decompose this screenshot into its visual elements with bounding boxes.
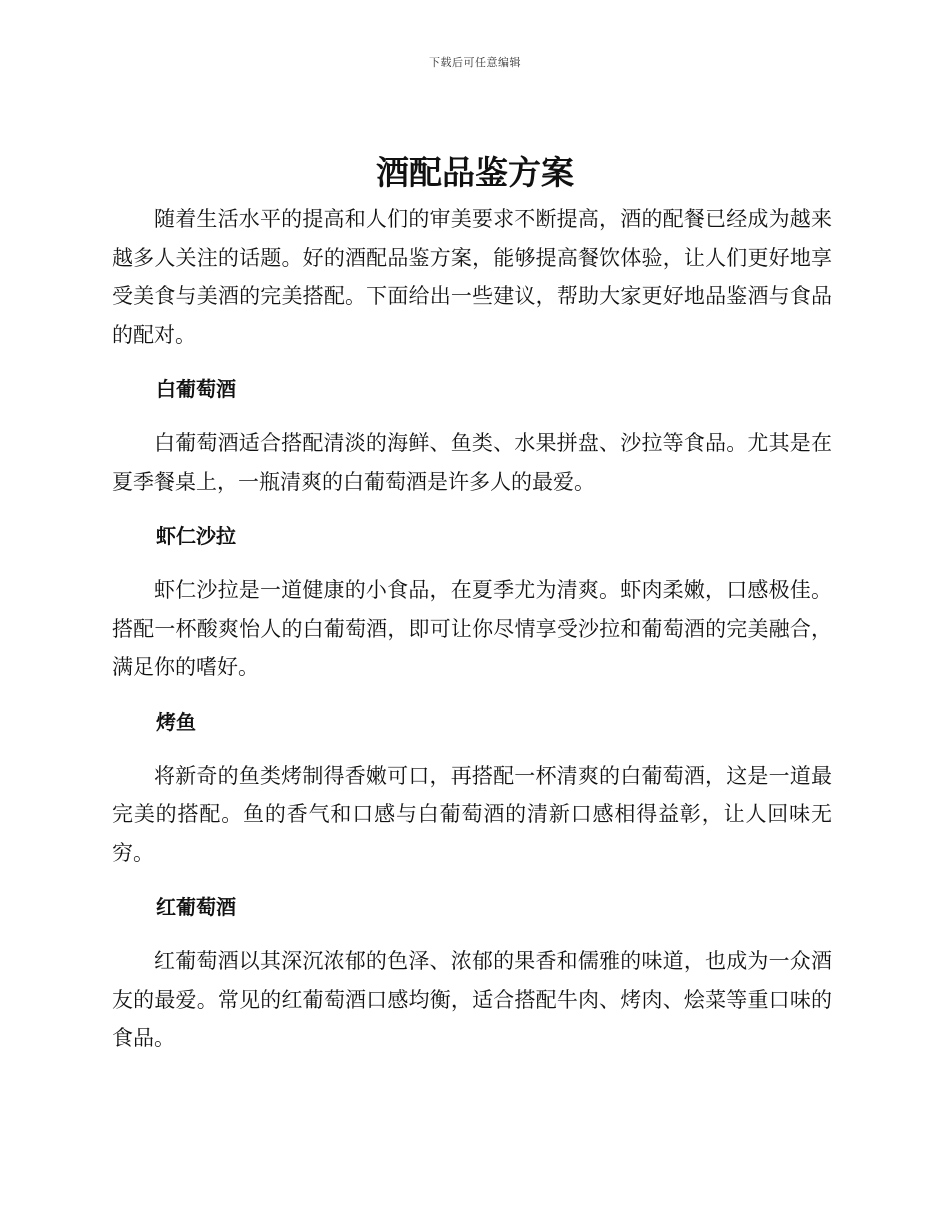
section-heading-red-wine: 红葡萄酒	[156, 895, 236, 919]
intro-paragraph: 随着生活水平的提高和人们的审美要求不断提高，酒的配餐已经成为越来越多人关注的话题。好的酒配品鉴方案，能够提高餐饮体验，让人们更好地享受美食与美酒的完美搭配。下面给出一些建议，帮助大家更好地品鉴酒与食品的配对。	[112, 207, 832, 347]
section-text-grilled-fish: 将新奇的鱼类烤制得香嫩可口，再搭配一杯清爽的白葡萄酒，这是一道最完美的搭配。鱼的香气和口感与白葡萄酒的清新口感相得益彰，让人回味无穷。	[112, 763, 832, 865]
section-text-white-wine: 白葡萄酒适合搭配清淡的海鲜、鱼类、水果拼盘、沙拉等食品。尤其是在夏季餐桌上，一瓶清爽的白葡萄酒是许多人的最爱。	[112, 431, 832, 494]
section-text-red-wine: 红葡萄酒以其深沉浓郁的色泽、浓郁的果香和儒雅的味道，也成为一众酒友的最爱。常见的红葡萄酒口感均衡，适合搭配牛肉、烤肉、烩菜等重口味的食品。	[112, 949, 832, 1050]
header-note: 下载后可任意编辑	[429, 56, 521, 69]
document-body	[112, 200, 832, 1058]
document-title: 酒配品鉴方案	[376, 153, 574, 192]
section-heading-grilled-fish: 烤鱼	[156, 709, 196, 734]
section-heading-white-wine: 白葡萄酒	[156, 377, 236, 401]
section-heading-shrimp-salad: 虾仁沙拉	[156, 524, 236, 548]
section-text-shrimp-salad: 虾仁沙拉是一道健康的小食品，在夏季尤为清爽。虾肉柔嫩，口感极佳。搭配一杯酸爽怡人的白葡萄酒，即可让你尽情享受沙拉和葡萄酒的完美融合，满足你的嗜好。	[112, 578, 832, 679]
